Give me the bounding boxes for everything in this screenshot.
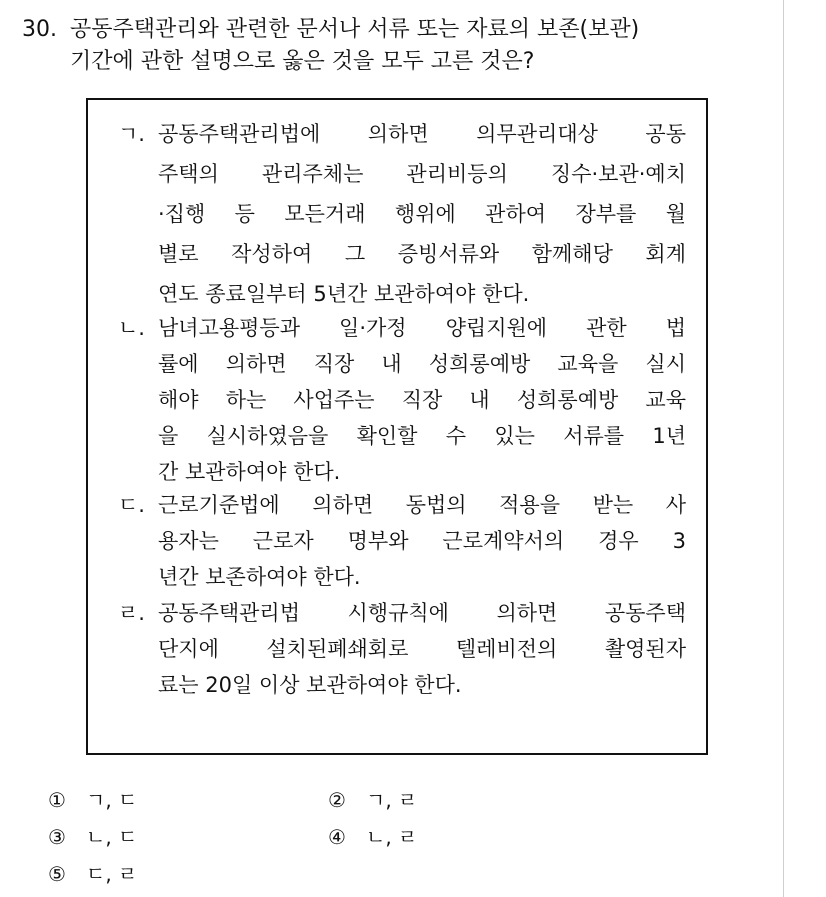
statement-line: 공동주택관리법 시행규칙에 의하면 공동주택 xyxy=(158,601,686,625)
question-text-line2: 기간에 관한 설명으로 옳은 것을 모두 고른 것은? xyxy=(70,49,535,74)
choice-number: ④ xyxy=(328,825,346,849)
statement-line: 률에 의하면 직장 내 성희롱예방 교육을 실시 xyxy=(158,352,686,376)
choice-number: ③ xyxy=(48,825,66,849)
choice-number: ① xyxy=(48,788,66,812)
choice-4[interactable] xyxy=(328,822,417,852)
statement-marker: ㄱ. xyxy=(118,122,145,146)
choice-3[interactable] xyxy=(48,822,137,852)
choice-number: ② xyxy=(328,788,346,812)
statement-line: 공동주택관리법에 의하면 의무관리대상 공동 xyxy=(158,122,686,146)
statement-box xyxy=(86,98,708,755)
choice-text: ㄱ, ㄹ xyxy=(366,788,418,812)
statement-line: 해야 하는 사업주는 직장 내 성희롱예방 교육 xyxy=(158,388,686,412)
statement-marker: ㄷ. xyxy=(118,493,145,517)
statement-line: 근로기준법에 의하면 동법의 적용을 받는 사 xyxy=(158,493,686,517)
statement-line: 남녀고용평등과 일·가정 양립지원에 관한 법 xyxy=(158,316,686,340)
choice-number: ⑤ xyxy=(48,862,66,886)
choice-text: ㄷ, ㄹ xyxy=(86,862,138,886)
statement-line: 별로 작성하여 그 증빙서류와 함께해당 회계 xyxy=(158,242,686,266)
choice-text: ㄴ, ㄷ xyxy=(86,825,138,849)
choice-1[interactable] xyxy=(48,785,137,815)
choice-2[interactable] xyxy=(328,785,417,815)
statement-line: 용자는 근로자 명부와 근로계약서의 경우 3 xyxy=(158,529,686,553)
statement-line: 주택의 관리주체는 관리비등의 징수·보관·예치 xyxy=(158,162,686,186)
statement-line: 료는 20일 이상 보관하여야 한다. xyxy=(158,673,462,697)
statement-line: 간 보관하여야 한다. xyxy=(158,460,341,484)
statement-line: 연도 종료일부터 5년간 보관하여야 한다. xyxy=(158,282,530,306)
statement-line: 년간 보존하여야 한다. xyxy=(158,565,361,589)
question-number: 30. xyxy=(22,17,57,42)
question-text-line1: 공동주택관리와 관련한 문서나 서류 또는 자료의 보존(보관) xyxy=(70,17,640,42)
statement-marker: ㄹ. xyxy=(118,601,145,625)
statement-line: ·집행 등 모든거래 행위에 관하여 장부를 월 xyxy=(158,202,686,226)
statement-marker: ㄴ. xyxy=(118,316,145,340)
choice-text: ㄱ, ㄷ xyxy=(86,788,138,812)
choice-text: ㄴ, ㄹ xyxy=(366,825,418,849)
choice-5[interactable] xyxy=(48,859,137,889)
statement-line: 을 실시하였음을 확인할 수 있는 서류를 1년 xyxy=(158,424,686,448)
statement-line: 단지에 설치된폐쇄회로 텔레비전의 촬영된자 xyxy=(158,637,686,661)
question xyxy=(22,14,772,78)
page-margin-line xyxy=(783,0,784,897)
